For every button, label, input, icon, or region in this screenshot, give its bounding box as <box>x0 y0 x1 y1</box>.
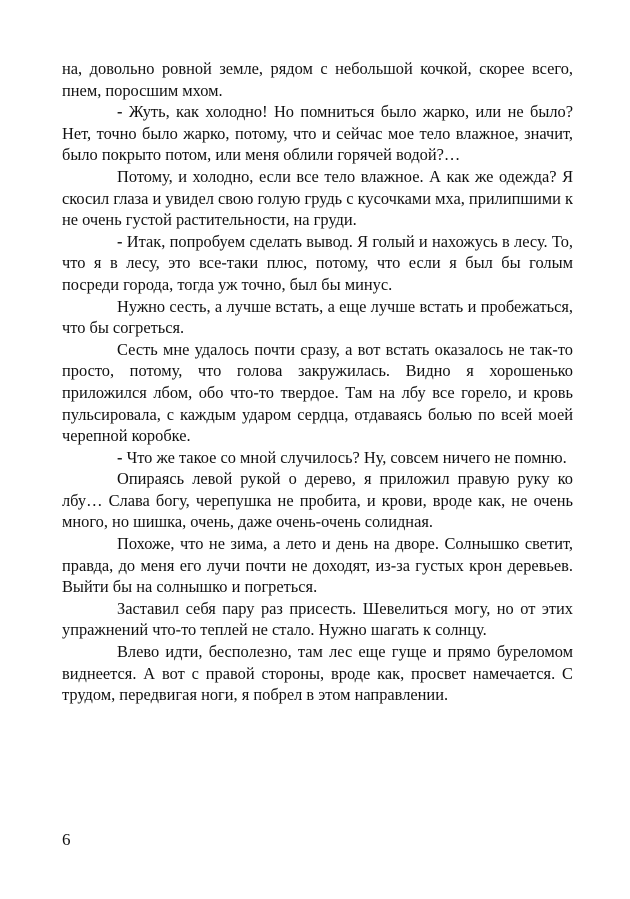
paragraph-text: Нужно сесть, а лучше встать, а еще лучше встать и пробежаться, что бы согреться. <box>62 296 573 338</box>
paragraph-text: Сесть мне удалось почти сразу, а вот встать оказалось не так-то просто, потому, что голова закружилась. Видно я хорошенько приложился лбом, обо что-то твердое. Там на лбу все горело, и кровь пульсировала, с каждым ударом сердца, отдаваясь болью по всей моей черепной коробке. <box>62 339 573 446</box>
paragraph-9 <box>62 533 573 598</box>
paragraph-text: Потому, и холодно, если все тело влажное. А как же одежда? Я скосил глаза и увидел свою голую грудь с кусочками мха, прилипшими к не очень густой растительности, на груди. <box>62 166 573 230</box>
paragraph-8 <box>62 468 573 533</box>
paragraph-text: Что же такое со мной случилось? Ну, совсем ничего не помню. <box>122 447 567 467</box>
paragraph-text: Жуть, как холодно! Но помниться было жарко, или не было? Нет, точно было жарко, потому, что и сейчас мое тело влажное, значит, было покрыто потом, или меня облили горячей водой?… <box>62 102 573 165</box>
paragraph-text: Итак, попробуем сделать вывод. Я голый и нахожусь в лесу. То, что я в лесу, это все-таки плюс, потому, что если я был бы голым посреди города, тогда уж точно, был бы минус. <box>62 231 573 294</box>
paragraph-6 <box>62 339 573 447</box>
paragraph-7 <box>62 447 573 469</box>
paragraph-text: на, довольно ровной земле, рядом с небольшой кочкой, скорее всего, пнем, поросшим мхом. <box>62 59 573 100</box>
paragraph-text: Опираясь левой рукой о дерево, я приложил правую руку ко лбу… Слава богу, черепушка не пробита, и крови, вроде как, не очень много, но шишка, очень, даже очень-очень солидная. <box>62 469 573 532</box>
paragraph-text: Похоже, что не зима, а лето и день на дворе. Солнышко светит, правда, до меня его лучи почти не доходят, из-за густых крон деревьев. Выйти бы на солнышко и погреться. <box>62 534 573 597</box>
paragraph-3 <box>62 166 573 231</box>
paragraph-2 <box>62 101 573 166</box>
paragraph-10 <box>62 598 573 641</box>
dialogue-dash: - <box>117 231 123 251</box>
paragraph-1 <box>62 58 573 101</box>
page-number: 6 <box>62 830 71 849</box>
paragraph-text: Влево идти, бесполезно, там лес еще гуще и прямо буреломом виднеется. А вот с правой стороны, вроде как, просвет намечается. С трудом, передвигая ноги, я побрел в этом направлении. <box>62 642 573 705</box>
paragraph-4 <box>62 231 573 296</box>
paragraph-11 <box>62 641 573 706</box>
page-body-text <box>62 58 573 706</box>
dialogue-dash: - <box>117 102 123 122</box>
paragraph-5 <box>62 296 573 339</box>
dialogue-dash: - <box>117 447 123 467</box>
paragraph-text: Заставил себя пару раз присесть. Шевелиться могу, но от этих упражнений что-то теплей не стало. Нужно шагать к солнцу. <box>62 598 573 640</box>
